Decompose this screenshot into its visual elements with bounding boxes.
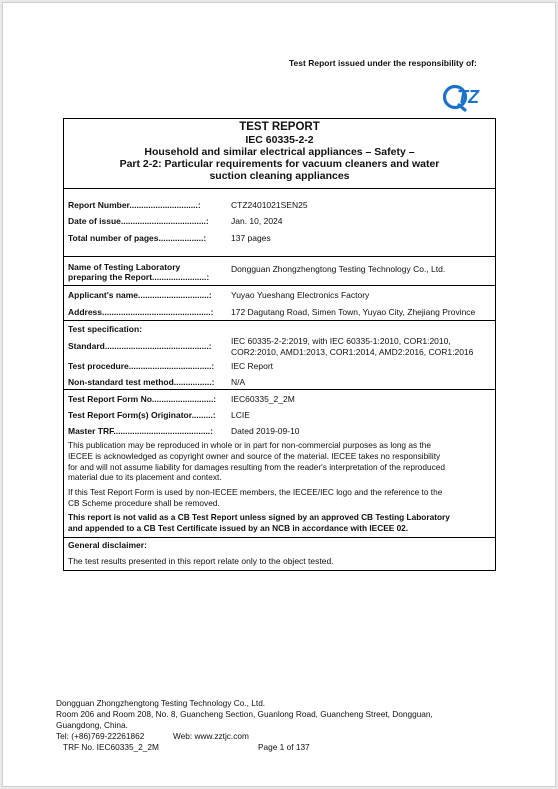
date-label: Date of issue....................................: — [68, 216, 209, 226]
disclaimer-heading: General disclaimer: — [68, 540, 147, 550]
report-number-label: Report Number.............................: — [68, 200, 201, 210]
address-label: Address..............................................: — [68, 307, 214, 317]
notice-line: This publication may be reproduced in whole or in part for non-commercial purposes as long as the — [68, 440, 431, 450]
disclaimer-text: The test results presented in this report relate only to the object tested. — [68, 556, 334, 566]
copyright-notice — [68, 440, 493, 483]
divider — [64, 320, 495, 321]
notice-line: This report is not valid as a CB Test Report unless signed by an approved CB Testing Laboratory — [68, 512, 450, 522]
standard-label: Standard............................................: — [68, 341, 212, 351]
applicant-label: Applicant's name..............................: — [68, 290, 212, 300]
originator-label: Test Report Form(s) Originator.........: — [68, 410, 216, 420]
procedure-label: Test procedure...................................: — [68, 361, 215, 371]
footer-trf: TRF No. IEC60335_2_2M — [63, 742, 159, 752]
applicant-name: Yuyao Yueshang Electronics Factory — [231, 290, 370, 300]
divider — [64, 256, 495, 257]
nonstd-label: Non-standard test method................: — [68, 377, 215, 387]
master-trf-label: Master TRF.........................................: — [68, 426, 213, 436]
logo-lettering: TZ — [457, 87, 479, 107]
divider — [64, 188, 495, 189]
notice-line: CB Scheme procedure shall be removed. — [68, 497, 220, 508]
originator: LCIE — [231, 410, 250, 420]
divider — [64, 285, 495, 286]
notice-line: material due to its placement and context. — [68, 472, 222, 483]
total-pages: 137 pages — [231, 233, 271, 243]
spec-heading: Test specification: — [68, 324, 142, 334]
footer-tel: Tel: (+86)769-22261862 — [56, 731, 145, 741]
lab-label-1: Name of Testing Laboratory — [68, 262, 181, 272]
form-no: IEC60335_2_2M — [231, 394, 295, 404]
footer-address-1: Room 206 and Room 208, No. 8, Guancheng Section, Guanlong Road, Guancheng Street, Dongguan, — [56, 709, 433, 719]
footer-address-2: Guangdong, China. — [56, 720, 128, 730]
page-number: Page 1 of 137 — [258, 742, 310, 752]
date-of-issue: Jan. 10, 2024 — [231, 216, 283, 226]
notice-line: If this Test Report Form is used by non-IECEE members, the IECEE/IEC logo and the reference to the — [68, 487, 443, 497]
footer-company: Dongguan Zhongzhengtong Testing Technology Co., Ltd. — [56, 698, 266, 708]
notice-line: IECEE is acknowledged as copyright owner and source of the material. IECEE takes no responsibility — [68, 450, 441, 461]
footer-web: Web: www.zztjc.com — [173, 731, 249, 741]
notice-line: for and will not assume liability for damages resulting from the reader's interpretation of the reproduced — [68, 461, 445, 472]
applicant-address: 172 Dagutang Road, Simen Town, Yuyao City, Zhejiang Province — [231, 307, 476, 317]
form-no-label: Test Report Form No..........................: — [68, 394, 217, 404]
notice-line: and appended to a CB Test Certificate issued by an NCB in accordance with IECEE 02. — [68, 522, 409, 533]
title-line-1: Household and similar electrical appliances – Safety – — [144, 146, 415, 158]
divider — [64, 389, 495, 390]
report-number: CTZ2401021SEN25 — [231, 200, 308, 210]
title-line-2: Part 2-2: Particular requirements for vacuum cleaners and water — [119, 158, 440, 170]
lab-name: Dongguan Zhongzhengtong Testing Technology Co., Ltd. — [231, 264, 446, 274]
pages-label: Total number of pages...................: — [68, 233, 207, 243]
report-frame — [63, 118, 496, 571]
test-procedure: IEC Report — [231, 361, 274, 371]
standard-line-2: COR2:2010, AMD1:2013, COR1:2014, AMD2:2016, COR1:2016 — [231, 347, 474, 357]
validity-notice — [68, 512, 493, 534]
logo-notice — [68, 487, 493, 509]
title-line-3: suction cleaning appliances — [209, 170, 350, 182]
standard-line-1: IEC 60335-2-2:2019, with IEC 60335-1:2010, COR1:2010, — [231, 336, 451, 346]
standard-title: IEC 60335-2-2 — [245, 134, 314, 146]
document-page — [2, 2, 556, 787]
title-block — [64, 119, 495, 182]
ctz-logo-icon — [443, 81, 495, 113]
master-trf: Dated 2019-09-10 — [231, 426, 300, 436]
lab-label-2: preparing the Report.......................: — [68, 272, 210, 282]
responsibility-note: Test Report issued under the responsibility of: — [289, 58, 477, 68]
report-title: TEST REPORT — [239, 121, 320, 133]
divider — [64, 537, 495, 538]
nonstd-method: N/A — [231, 377, 246, 387]
